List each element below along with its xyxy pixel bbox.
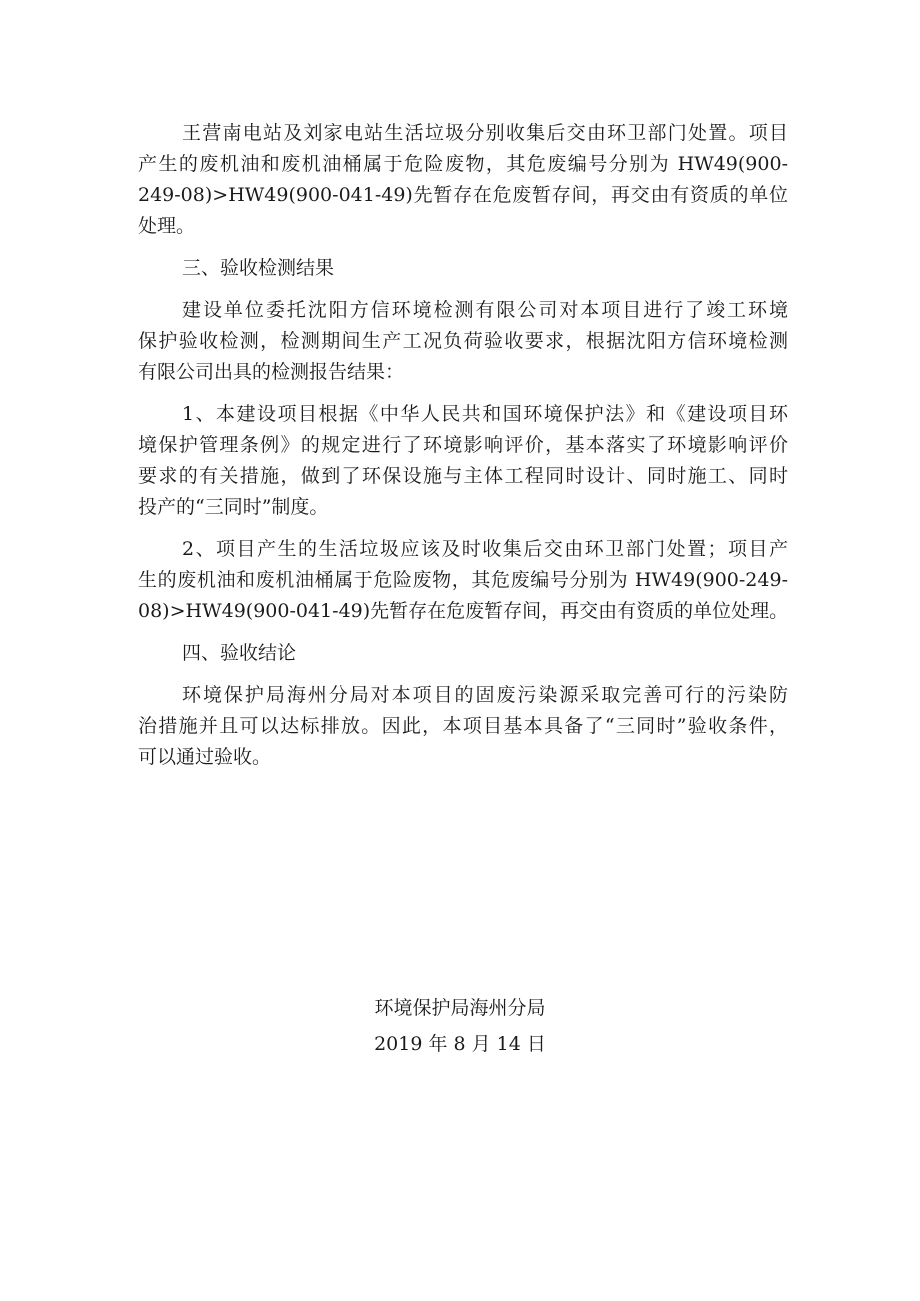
text-line: 1、本建设项目根据《中华人民共和国环境保护法》和《建设项目环	[182, 403, 788, 425]
text-line: 建设单位委托沈阳方信环境检测有限公司对本项目进行了竣工环境	[182, 299, 788, 321]
text-line: 境保护管理条例》的规定进行了环境影响评价，基本落实了环境影响评价	[138, 434, 788, 456]
text-line: 生的废机油和废机油桶属于危险废物，其危废编号分别为 HW49(900-249-	[138, 569, 788, 591]
signature-date: 2019 年 8 月 14 日	[374, 1033, 546, 1055]
text-line: 可以通过验收。	[138, 746, 272, 768]
text-line: 治措施并且可以达标排放。因此，本项目基本具备了“三同时”验收条件，	[138, 715, 788, 737]
signature-organization: 环境保护局海州分局	[374, 997, 546, 1019]
section-heading: 四、验收结论	[182, 642, 297, 664]
text-line: 王营南电站及刘家电站生活垃圾分别收集后交由环卫部门处置。项目	[182, 122, 788, 144]
text-line: 08)>HW49(900-041-49)先暂存在危废暂存间，再交由有资质的单位处理。	[138, 600, 789, 622]
paragraph-item-1	[138, 399, 788, 523]
paragraph-conclusion	[138, 680, 788, 773]
text-line: 投产的“三同时”制度。	[138, 496, 329, 518]
text-line: 产生的废机油和废机油桶属于危险废物，其危废编号分别为 HW49(900-	[138, 153, 788, 175]
paragraph-inspection-commission	[138, 295, 788, 388]
text-line: 环境保护局海州分局对本项目的固废污染源采取完善可行的污染防	[182, 684, 788, 706]
text-line: 有限公司出具的检测报告结果：	[138, 361, 405, 383]
text-line: 保护验收检测，检测期间生产工况负荷验收要求，根据沈阳方信环境检测	[138, 330, 788, 352]
text-line: 处理。	[138, 215, 196, 237]
document-body	[138, 118, 788, 773]
section-heading-conclusion	[138, 638, 788, 669]
paragraph-item-2	[138, 534, 788, 627]
text-line: 要求的有关措施，做到了环保设施与主体工程同时设计、同时施工、同时	[138, 465, 788, 487]
text-line: 2、项目产生的生活垃圾应该及时收集后交由环卫部门处置；项目产	[182, 538, 788, 560]
paragraph-waste-handling	[138, 118, 788, 242]
section-heading-inspection-results	[138, 253, 788, 284]
section-heading: 三、验收检测结果	[182, 257, 335, 279]
text-line: 249-08)>HW49(900-041-49)先暂存在危废暂存间，再交由有资质的单位	[138, 184, 788, 206]
